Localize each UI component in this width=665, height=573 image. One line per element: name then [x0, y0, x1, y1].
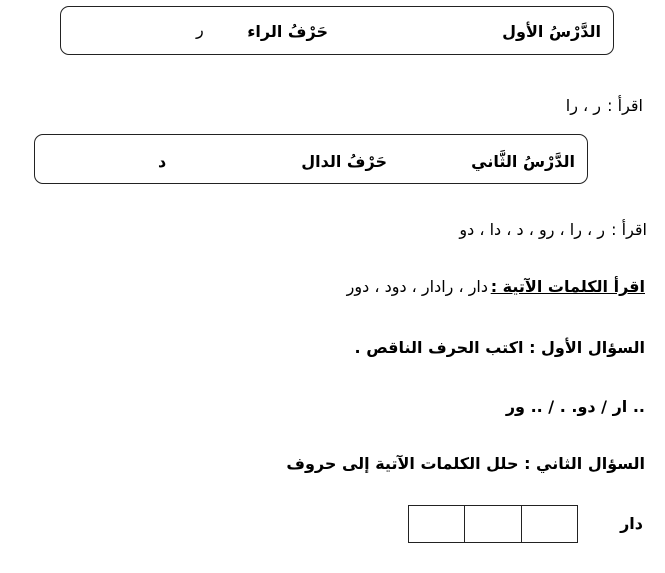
read-2-label: اقرأ : — [611, 220, 647, 239]
question-1-exercise: .. ار / دو. . / .. ور — [505, 397, 645, 416]
letter-box-2[interactable] — [464, 506, 520, 542]
letter-box-3[interactable] — [409, 506, 464, 542]
lesson-2-title: الدَّرْسُ الثَّاني — [471, 152, 575, 171]
read-2-text: ر ، را ، رو ، د ، دا ، دو — [459, 220, 605, 239]
read-1-text: ر ، را — [565, 96, 601, 115]
letter-box-1[interactable] — [521, 506, 577, 542]
lesson-1-title: الدَّرْسُ الأول — [502, 22, 601, 41]
question-1-text: السؤال الأول : اكتب الحرف الناقص . — [354, 338, 645, 357]
read-1-label: اقرأ : — [607, 96, 643, 115]
words-text: دار ، رادار ، دود ، دور — [346, 277, 488, 296]
lesson-1-letter-name: حَرْفُ الراء — [247, 22, 328, 41]
question-2-text: السؤال الثاني : حلل الكلمات الآتية إلى حروف — [286, 454, 645, 473]
analysis-word: دار — [620, 514, 643, 533]
letter-boxes — [408, 505, 578, 543]
lesson-2-letter-glyph: د — [158, 152, 167, 171]
words-label: اقرأ الكلمات الآتية : — [490, 277, 645, 296]
lesson-2-letter-name: حَرْفُ الدال — [301, 152, 387, 171]
lesson-1-letter-glyph: ر — [196, 20, 204, 39]
